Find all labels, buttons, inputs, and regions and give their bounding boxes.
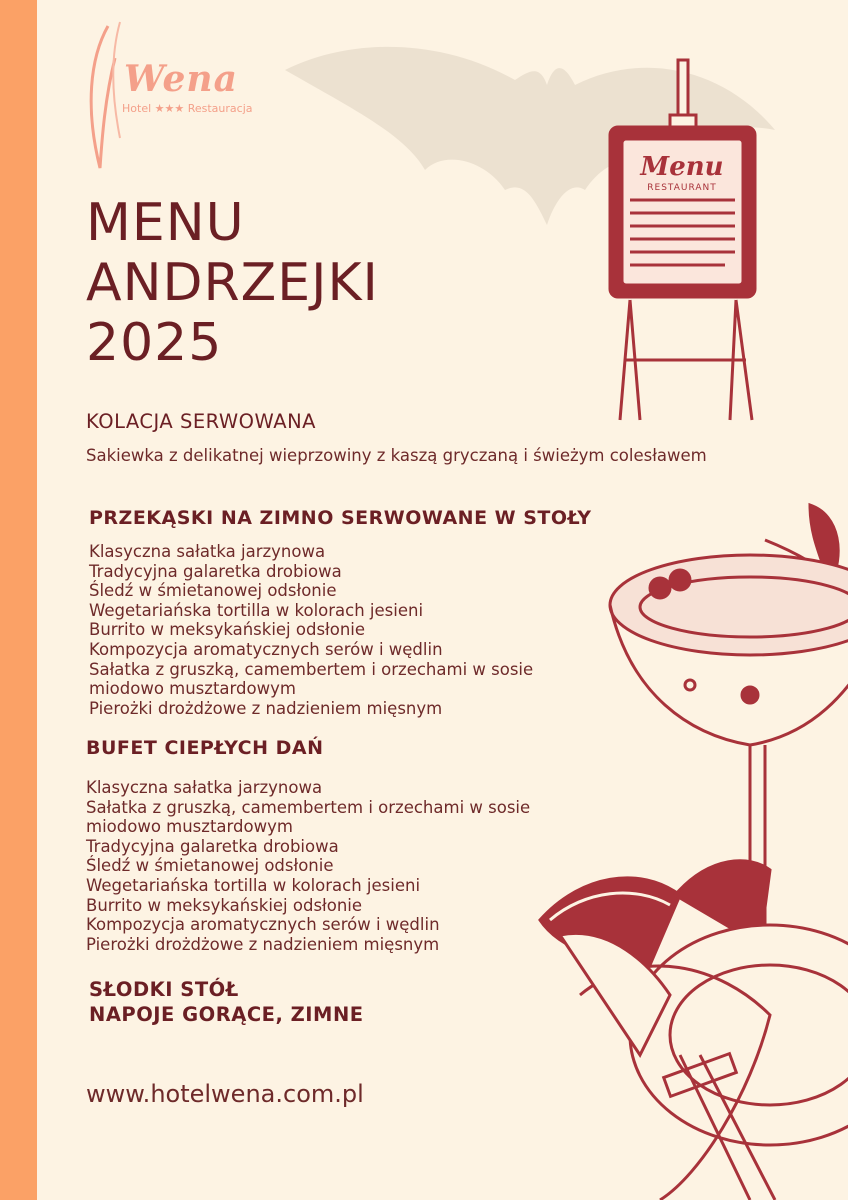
list-item: miodowo musztardowym (86, 817, 293, 837)
logo-wordmark: Wena (124, 58, 238, 100)
list-item: Pierożki drożdżowe z nadzieniem mięsnym (86, 934, 440, 954)
list-item: miodowo musztardowym (89, 679, 296, 699)
bufet-list (86, 778, 530, 954)
list-item: Klasyczna sałatka jarzynowa (86, 778, 323, 797)
easel-sign-subtitle: RESTAURANT (647, 183, 717, 193)
list-item: Sałatka z gruszką, camembertem i orzechami w sosie (89, 659, 534, 679)
list-item: Wegetariańska tortilla w kolorach jesieni (86, 875, 421, 895)
left-accent-stripe (0, 0, 37, 1200)
list-item: Tradycyjna galaretka drobiowa (89, 561, 342, 581)
przekaski-heading: PRZEKĄSKI NA ZIMNO SERWOWANE W STOŁY (89, 507, 592, 529)
list-item: Klasyczna sałatka jarzynowa (89, 542, 326, 561)
napoje-label: NAPOJE GORĄCE, ZIMNE (89, 1003, 364, 1026)
list-item: Wegetariańska tortilla w kolorach jesieni (89, 600, 424, 620)
website-link[interactable]: www.hotelwena.com.pl (86, 1080, 364, 1108)
list-item: Kompozycja aromatycznych serów i wędlin (89, 639, 443, 659)
slodki-stol-label: SŁODKI STÓŁ (89, 978, 239, 1001)
menu-easel-illustration (600, 55, 770, 425)
list-item: Burrito w meksykańskiej odsłonie (89, 620, 366, 640)
list-item: Sałatka z gruszką, camembertem i orzechami w sosie (86, 797, 531, 817)
title-line-year: 2025 (86, 313, 223, 373)
title-line-menu: MENU (86, 193, 245, 253)
przekaski-list (89, 542, 533, 718)
bufet-heading: BUFET CIEPŁYCH DAŃ (86, 737, 324, 759)
list-item: Burrito w meksykańskiej odsłonie (86, 895, 363, 915)
sweets-drinks-heading (89, 977, 364, 1027)
list-item: Tradycyjna galaretka drobiowa (86, 836, 339, 856)
list-item: Kompozycja aromatycznych serów i wędlin (86, 915, 440, 935)
page-title (86, 193, 379, 373)
list-item: Śledź w śmietanowej odsłonie (86, 856, 334, 876)
kolacja-description: Sakiewka z delikatnej wieprzowiny z kaszą gryczaną i świeżym colesławem (86, 446, 707, 465)
cocktail-illustration (520, 495, 848, 1200)
title-line-andrzejki: ANDRZEJKI (86, 253, 379, 313)
easel-sign-title: Menu (640, 152, 724, 182)
list-item: Pierożki drożdżowe z nadzieniem mięsnym (89, 698, 443, 718)
list-item: Śledź w śmietanowej odsłonie (89, 581, 337, 601)
kolacja-heading: KOLACJA SERWOWANA (86, 410, 317, 433)
logo-subtitle: Hotel ★★★ Restauracja (122, 102, 253, 115)
hotel-logo[interactable] (80, 18, 253, 188)
